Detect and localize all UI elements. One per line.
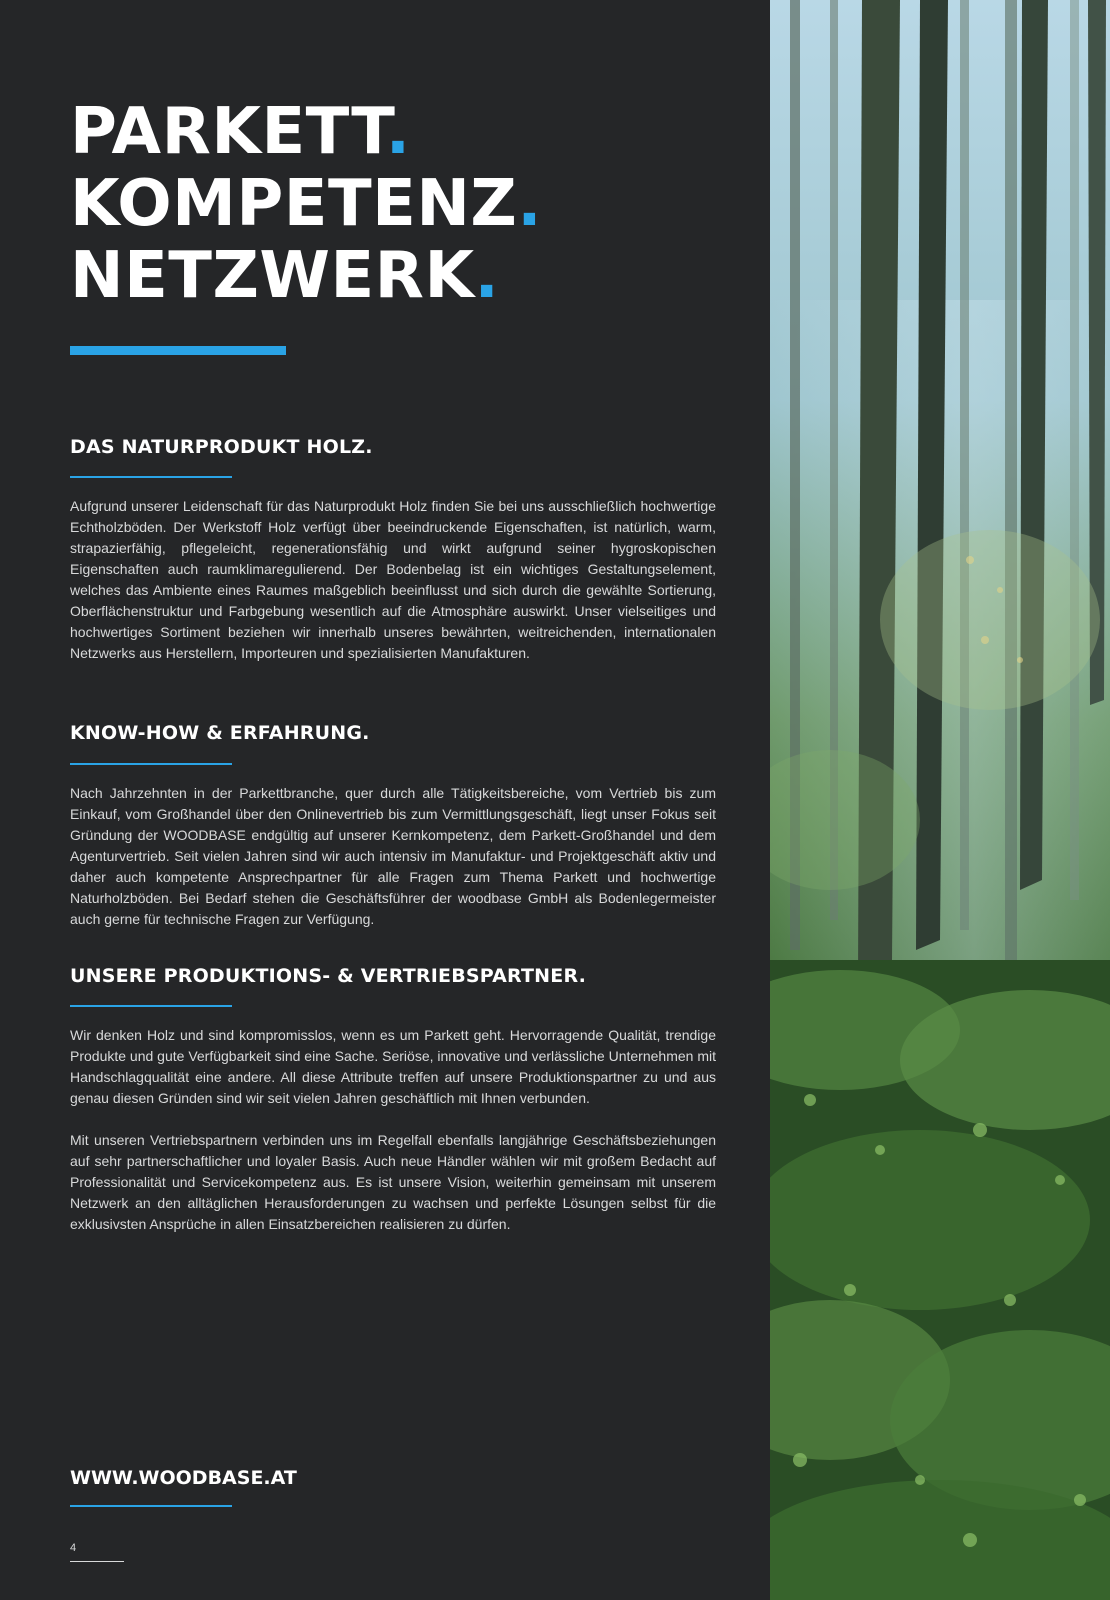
forest-photo: [770, 0, 1110, 1600]
headline-line-2: KOMPETENZ.: [70, 167, 543, 241]
section-text-naturprodukt: Aufgrund unserer Leidenschaft für das Naturprodukt Holz finden Sie bei uns ausschließlich hochwertige Echtholzböden. Der Werkstoff Holz verfügt über beeindruckende Eigenschaften, ist natürlich, warm, strapazierfähig, pflegeleicht, regenerationsfähig und wirkt aufgrund seiner hygroskopischen Eigenschaften auch raumklimaregulierend. Der Bodenbelag ist ein wichtiges Gestaltungselement, welches das Ambiente eines Raumes maßgeblich beeinflusst und sich durch die gewählte Sortierung, Oberflächenstruktur und Farbgebung wesentlich auf die Atmosphäre auswirkt. Unser vielseitiges und hochwertiges Sortiment beziehen wir innerhalb unseres bewährten, weitreichenden, internationalen Netzwerks aus Herstellern, Importeuren und spezialisierten Manufakturen.: [70, 498, 716, 661]
website-url[interactable]: WWW.WOODBASE.AT: [70, 1467, 297, 1489]
section-text-partner-1: Wir denken Holz und sind kompromisslos, wenn es um Parkett geht. Hervorragende Qualität, trendige Produkte und gute Verfügbarkeit sind eine Sache. Seriöse, innovative und verlässliche Unternehmen mit Handschlagqualität eine andere. All diese Attribute treffen auf unsere Produktionspartner zu und aus genau diesen Gründen sind wir seit vielen Jahren geschäftlich mit Ihnen verbunden.: [70, 1027, 716, 1106]
headline-line-3: NETZWERK.: [70, 239, 500, 313]
forest-illustration: [770, 0, 1110, 1600]
section-title-know-how: KNOW-HOW & ERFAHRUNG.: [70, 722, 370, 744]
headline: [70, 96, 542, 312]
headline-dot: .: [474, 239, 500, 313]
headline-dot: .: [517, 167, 543, 241]
headline-underline: [70, 346, 286, 355]
section-title-partner: UNSERE PRODUKTIONS- & VERTRIEBSPARTNER.: [70, 965, 587, 987]
section-title-naturprodukt: DAS NATURPRODUKT HOLZ.: [70, 436, 373, 458]
headline-dot: .: [385, 95, 411, 169]
section-underline: [70, 476, 232, 478]
section-underline: [70, 1005, 232, 1007]
headline-line-1: PARKETT.: [70, 95, 411, 169]
section-underline: [70, 763, 232, 765]
page-number: 4: [70, 1542, 77, 1554]
section-text-partner-2: Mit unseren Vertriebspartnern verbinden uns im Regelfall ebenfalls langjährige Geschäftsbeziehungen auf sehr partnerschaftlicher und loyaler Basis. Auch neue Händler wählen wir mit großem Bedacht auf Professionalität und Servicekompetenz aus. Es ist unsere Vision, weiterhin gemeinsam mit unserem Netzwerk an den alltäglichen Herausforderungen zu wachsen und perfekte Lösungen selbst für die exklusivsten Ansprüche in allen Einsatzbereichen realisieren zu dürfen.: [70, 1132, 716, 1232]
url-underline: [70, 1505, 232, 1507]
section-text-know-how: Nach Jahrzehnten in der Parkettbranche, quer durch alle Tätigkeitsbereiche, vom Vertrieb bis zum Einkauf, vom Großhandel über den Onlinevertrieb bis zum Vermittlungsgeschäft, liegt unser Fokus seit Gründung der WOODBASE endgültig auf unserer Kernkompetenz, dem Parkett-Großhandel und dem Agenturvertrieb. Seit vielen Jahren sind wir auch intensiv im Manufaktur- und Projektgeschäft aktiv und daher auch kompetente Ansprechpartner für alle Fragen zum Thema Parkett und hochwertige Naturholzböden. Bei Bedarf stehen die Geschäftsführer der woodbase GmbH als Bodenlegermeister auch gerne für technische Fragen zur Verfügung.: [70, 785, 716, 927]
page-number-rule: [70, 1561, 124, 1562]
